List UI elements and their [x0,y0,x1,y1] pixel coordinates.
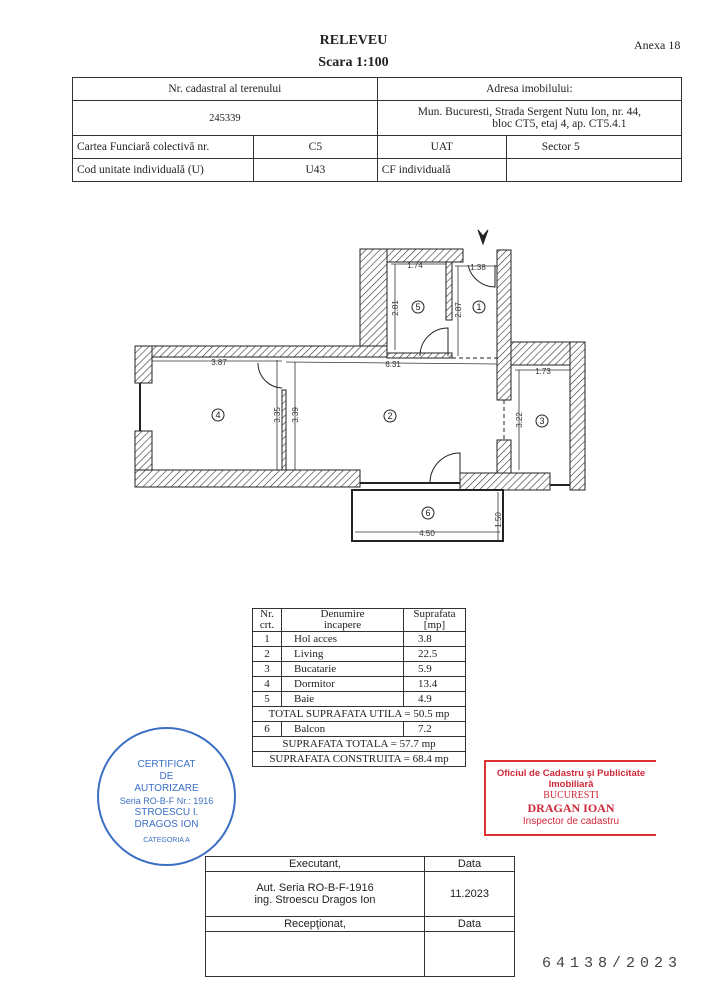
row-area: 3.8 [404,632,466,647]
cf-collective-value: C5 [254,136,378,159]
dim-label: 1.73 [535,367,551,376]
authorization-stamp: CERTIFICAT DE AUTORIZARE Seria RO-B-F Nr.: 1916 STROESCU I. DRAGOS ION CATEGORIA A [97,727,236,866]
dim-label: 3.35 [273,407,282,423]
dim-label: 1.74 [407,261,423,270]
dim-label: 3.87 [211,358,227,367]
row-area: 4.9 [404,692,466,707]
row-name: Hol acces [282,632,404,647]
row-name: Living [282,647,404,662]
document-title: RELEVEU [319,33,388,48]
header-name: Denumire incapere [282,609,404,632]
row-nr: 5 [253,692,282,707]
scale-label: Scara 1:100 [318,55,389,70]
row-name: Balcon [282,722,404,737]
date-label: Data [425,857,515,872]
room-number: 1 [476,302,482,312]
address-line2: bloc CT5, etaj 4, ap. CT5.4.1 [492,118,627,130]
executant-table [205,856,515,977]
row-nr: 6 [253,722,282,737]
received-label: Recepţionat, [206,917,425,932]
dim-label: 2.81 [391,300,400,316]
dim-label: 3.39 [291,407,300,423]
executant-date: 11.2023 [425,872,515,917]
room-number: 3 [539,416,545,426]
row-area: 5.9 [404,662,466,677]
dim-label: 3.22 [515,412,524,428]
table-row [253,647,466,662]
room-number: 2 [387,411,393,421]
table-row [253,692,466,707]
row-name: Baie [282,692,404,707]
uat-value: Sector 5 [506,136,681,159]
row-area: 7.2 [404,722,466,737]
cf-individual-label: CF individuală [377,159,506,182]
received-value [206,932,425,977]
row-nr: 1 [253,632,282,647]
address-line1: Mun. Bucuresti, Strada Sergent Nutu Ion, nr. 44, [417,106,642,118]
annex-label: Anexa 18 [634,38,681,52]
room-number: 4 [215,410,221,420]
row-name: Dormitor [282,677,404,692]
cf-collective-label: Cartea Funciară colectivă nr. [73,136,254,159]
room-number: 6 [425,508,431,518]
cadastral-value: 245339 [73,101,378,136]
address-label: Adresa imobilului: [377,78,681,101]
total-useful: TOTAL SUPRAFATA UTILA = 50.5 mp [253,707,466,722]
row-nr: 3 [253,662,282,677]
built-area: SUPRAFATA CONSTRUITA = 68.4 mp [253,752,466,767]
total-area: SUPRAFATA TOTALA = 57.7 mp [253,737,466,752]
dim-label: 6.31 [385,360,401,369]
dim-label: 4.50 [419,529,435,538]
table-row [253,632,466,647]
row-area: 22.5 [404,647,466,662]
table-row [253,662,466,677]
row-nr: 4 [253,677,282,692]
entrance-arrow-icon [478,230,488,244]
received-date-label: Data [425,917,515,932]
executant-value: Aut. Seria RO-B-F-1916 ing. Stroescu Dragos Ion [206,872,425,917]
walls [135,249,585,490]
ocpi-stamp: Oficiul de Cadastru şi Publicitate Imobiliară BUCURESTI DRAGAN IOAN Inspector de cadastru [484,760,656,836]
registration-number: 64138/2023 [542,955,683,972]
dim-label: 1.50 [494,512,503,528]
table-row [253,677,466,692]
row-nr: 2 [253,647,282,662]
table-row [253,722,466,737]
received-date [425,932,515,977]
cadastral-label: Nr. cadastral al terenului [73,78,378,101]
header-nr: Nr. crt. [253,609,282,632]
dim-label: 1.38 [470,263,486,272]
unit-code-value: U43 [254,159,378,182]
room-number: 5 [415,302,421,312]
unit-code-label: Cod unitate individuală (U) [73,159,254,182]
rooms-table [252,608,466,767]
row-name: Bucatarie [282,662,404,677]
executant-label: Executant, [206,857,425,872]
uat-label: UAT [377,136,506,159]
dim-label: 2.87 [454,302,463,318]
header-area: Suprafata [mp] [404,609,466,632]
row-area: 13.4 [404,677,466,692]
